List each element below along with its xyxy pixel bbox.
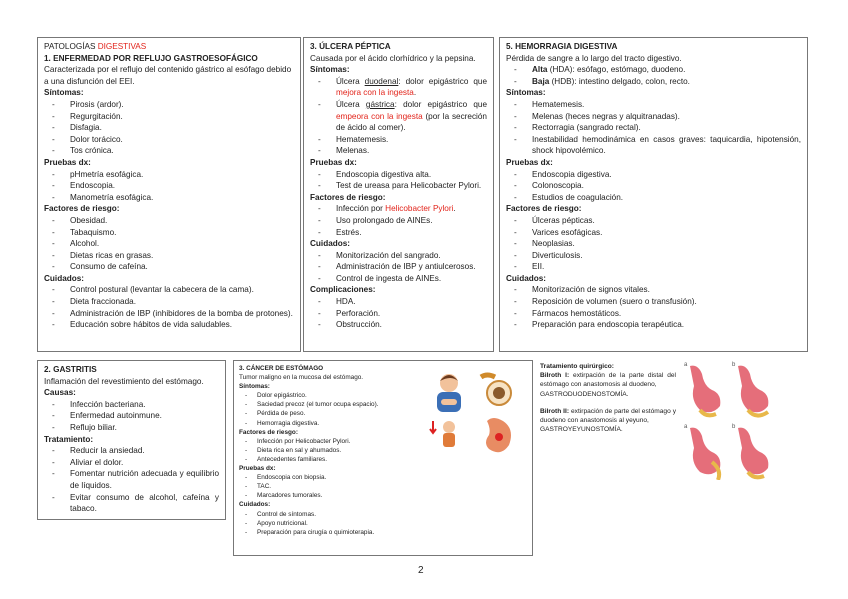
gastritis-box [37, 360, 226, 520]
list-item: - Perforación. [310, 308, 487, 320]
ulcera-care-list [310, 250, 487, 285]
hemorragia-tests-label: Pruebas dx: [506, 157, 553, 167]
gastritis-treat-list [44, 445, 219, 515]
list-item: - Saciedad precoz (el tumor ocupa espacio). [239, 400, 527, 409]
list-item: - Dieta fraccionada. [44, 296, 294, 308]
surgery-title: Tratamiento quirúrgico: [540, 363, 615, 370]
list-item: - Obesidad. [44, 215, 294, 227]
list-item: - Endoscopia digestiva. [506, 169, 801, 181]
list-item: - Diverticulosis. [506, 250, 801, 262]
ulcera-care-label: Cuidados: [310, 239, 351, 249]
list-item: - Dolor epigástrico. [239, 391, 527, 400]
list-item: - HDA. [310, 296, 487, 308]
hemorragia-title: 5. HEMORRAGIA DIGESTIVA [506, 42, 618, 51]
cancer-tests-label: Pruebas dx: [239, 465, 276, 473]
list-item: - Melenas. [310, 145, 487, 157]
hemorragia-box [499, 37, 808, 352]
list-item: - pHmetría esofágica. [44, 169, 294, 181]
list-item: - TAC. [239, 482, 527, 491]
hemorragia-risk-list [506, 215, 801, 273]
gastritis-title: 2. GASTRITIS [44, 365, 97, 374]
ulcera-symptoms-label: Síntomas: [310, 65, 350, 75]
erge-intro: Caracterizada por el reflujo del contenido gástrico al esófago debido a una disfunción del EEI. [44, 65, 292, 86]
list-item: - Control de ingesta de AINEs. [310, 273, 487, 285]
list-item: - Control postural (levantar la cabecera de la cama). [44, 284, 294, 296]
ulcera-comp-list [310, 296, 487, 331]
list-item: - Aliviar el dolor. [44, 457, 219, 469]
ulcera-intro: Causada por el ácido clorhídrico y la pepsina. [310, 53, 476, 63]
cancer-tests-list [239, 473, 527, 500]
list-item: - EII. [506, 261, 801, 273]
ulcera-comp-label: Complicaciones: [310, 285, 376, 295]
erge-tests-label: Pruebas dx: [44, 157, 91, 167]
list-item: - Dolor torácico. [44, 134, 294, 146]
list-item: - Consumo de cafeína. [44, 261, 294, 273]
cancer-symptoms-label: Síntomas: [239, 383, 270, 391]
list-item: - Rectorragia (sangrado rectal). [506, 122, 801, 134]
list-item: - Tabaquismo. [44, 227, 294, 239]
erge-box [37, 37, 301, 352]
list-item: - Administración de IBP y antiulcerosos. [310, 261, 487, 273]
list-item: - Obstrucción. [310, 319, 487, 331]
hemorragia-types [506, 64, 801, 87]
cancer-box [233, 360, 533, 556]
stomach-ache-illustration [429, 369, 524, 459]
list-item: - Pérdida de peso. [239, 409, 527, 418]
list-item: - Varices esofágicas. [506, 227, 801, 239]
list-item: - Uso prolongado de AINEs. [310, 215, 487, 227]
list-item: - Manometría esofágica. [44, 192, 294, 204]
list-item: - Reposición de volumen (suero o transfusión). [506, 296, 801, 308]
surgery-text [540, 362, 676, 434]
erge-tests-list [44, 169, 294, 204]
list-item: - Baja (HDB): intestino delgado, colon, recto. [506, 76, 801, 88]
page-heading: PATOLOGÍAS DIGESTIVAS [44, 42, 147, 51]
hemorragia-symptoms-label: Síntomas: [506, 88, 546, 98]
list-item: - Disfagia. [44, 122, 294, 134]
billroth-2-text: Bilroth II: extirpación de parte del estómago y duodeno con anastomosis al yeyuno, [540, 407, 676, 425]
list-item: - Melenas (heces negras y alquitranadas). [506, 111, 801, 123]
gastritis-treat-label: Tratamiento: [44, 434, 94, 444]
list-item: - Educación sobre hábitos de vida saludables. [44, 319, 294, 331]
list-item: - Endoscopia con biopsia. [239, 473, 527, 482]
list-item: - Evitar consumo de alcohol, cafeína y tabaco. [44, 492, 219, 515]
list-item: - Tos crónica. [44, 145, 294, 157]
list-item: - Preparación para endoscopia terapéutica. [506, 319, 801, 331]
gastritis-intro: Inflamación del revestimiento del estómago. [44, 376, 204, 386]
list-item: - Control de síntomas. [239, 510, 527, 519]
list-item: - Neoplasias. [506, 238, 801, 250]
billroth-1-name: GASTRODUODENOSTOMÍA. [540, 390, 629, 398]
list-item: - Enfermedad autoinmune. [44, 410, 219, 422]
list-item: - Antecedentes familiares. [239, 455, 527, 464]
cancer-title: 3. CÁNCER DE ESTÓMAGO [239, 365, 324, 372]
list-item: - Úlceras pépticas. [506, 215, 801, 227]
gastritis-causes-label: Causas: [44, 388, 76, 398]
list-item: - Test de ureasa para Helicobacter Pylori. [310, 180, 487, 192]
svg-text:b: b [732, 362, 736, 368]
ulcera-title: 3. ÚLCERA PÉPTICA [310, 42, 391, 51]
svg-text:a: a [684, 362, 688, 368]
list-item: - Administración de IBP (inhibidores de la bomba de protones). [44, 308, 294, 320]
page-number: 2 [418, 565, 424, 576]
list-item: - Fármacos hemostáticos. [506, 308, 801, 320]
ulcera-box [303, 37, 494, 352]
ulcera-tests-label: Pruebas dx: [310, 157, 357, 167]
billroth-2-name: GASTROYEYUNOSTOMÍA. [540, 426, 623, 434]
billroth-1-text: Bilroth I: extirpación de la parte distal del estómago con anastomosis al duodeno, [540, 372, 676, 389]
hemorragia-intro: Pérdida de sangre a lo largo del tracto digestivo. [506, 53, 682, 63]
list-item: - Monitorización de signos vitales. [506, 284, 801, 296]
erge-symptoms-list [44, 99, 294, 157]
list-item: - Colonoscopia. [506, 180, 801, 192]
cancer-care-list [239, 510, 527, 537]
list-item: - Hemorragia digestiva. [239, 419, 527, 428]
list-item: - Infección por Helicobacter Pylori. [310, 203, 487, 215]
list-item: - Endoscopia. [44, 180, 294, 192]
list-item: - Dietas ricas en grasas. [44, 250, 294, 262]
cancer-intro: Tumor maligno en la mucosa del estómago. [239, 374, 364, 382]
list-item: - Alcohol. [44, 238, 294, 250]
hemorragia-symptoms-list [506, 99, 801, 157]
list-item: - Infección bacteriana. [44, 399, 219, 411]
list-item: - Hematemesis. [506, 99, 801, 111]
hemorragia-care-label: Cuidados: [506, 273, 547, 283]
gastritis-causes-list [44, 399, 219, 434]
list-item: - Reducir la ansiedad. [44, 445, 219, 457]
ulcera-risk-list [310, 203, 487, 238]
list-item: - Preparación para cirugía o quimioterapia. [239, 528, 527, 537]
erge-risk-list [44, 215, 294, 273]
list-item: - Apoyo nutricional. [239, 519, 527, 528]
list-item: - Fomentar nutrición adecuada y equilibrio de líquidos. [44, 468, 219, 491]
list-item: - Marcadores tumorales. [239, 491, 527, 500]
ulcera-risk-label: Factores de riesgo: [310, 192, 386, 202]
list-item: - Estrés. [310, 227, 487, 239]
cancer-care-label: Cuidados: [239, 501, 271, 509]
list-item: - Infección por Helicobacter Pylori. [239, 437, 527, 446]
ulcera-symptoms-list [310, 76, 487, 157]
hemorragia-care-list [506, 284, 801, 330]
list-item: - Úlcera duodenal: dolor epigástrico que mejora con la ingesta. [310, 76, 487, 99]
erge-care-label: Cuidados: [44, 273, 85, 283]
erge-care-list [44, 284, 294, 330]
list-item: - Alta (HDA): esófago, estómago, duodeno. [506, 64, 801, 76]
list-item: - Regurgitación. [44, 111, 294, 123]
cancer-risk-label: Factores de riesgo: [239, 428, 298, 436]
list-item: - Endoscopia digestiva alta. [310, 169, 487, 181]
svg-text:a: a [684, 424, 688, 430]
list-item: - Dieta rica en sal y ahumados. [239, 446, 527, 455]
list-item: - Monitorización del sangrado. [310, 250, 487, 262]
erge-symptoms-label: Síntomas: [44, 88, 84, 98]
ulcera-tests-list [310, 169, 487, 192]
svg-text:b: b [732, 424, 736, 430]
hemorragia-risk-label: Factores de riesgo: [506, 204, 582, 214]
billroth-stomach-illustrations [682, 360, 778, 480]
list-item: - Reflujo biliar. [44, 422, 219, 434]
list-item: - Hematemesis. [310, 134, 487, 146]
hemorragia-tests-list [506, 169, 801, 204]
list-item: - Pirosis (ardor). [44, 99, 294, 111]
list-item: - Estudios de coagulación. [506, 192, 801, 204]
erge-title: 1. ENFERMEDAD POR REFLUJO GASTROESOFÁGICO [44, 53, 258, 63]
list-item: - Inestabilidad hemodinámica en casos graves: taquicardia, hipotensión, shock hipovolémico. [506, 134, 801, 157]
list-item: - Úlcera gástrica: dolor epigástrico que empeora con la ingesta (por la secreción de ácido al comer). [310, 99, 487, 134]
erge-risk-label: Factores de riesgo: [44, 204, 120, 214]
